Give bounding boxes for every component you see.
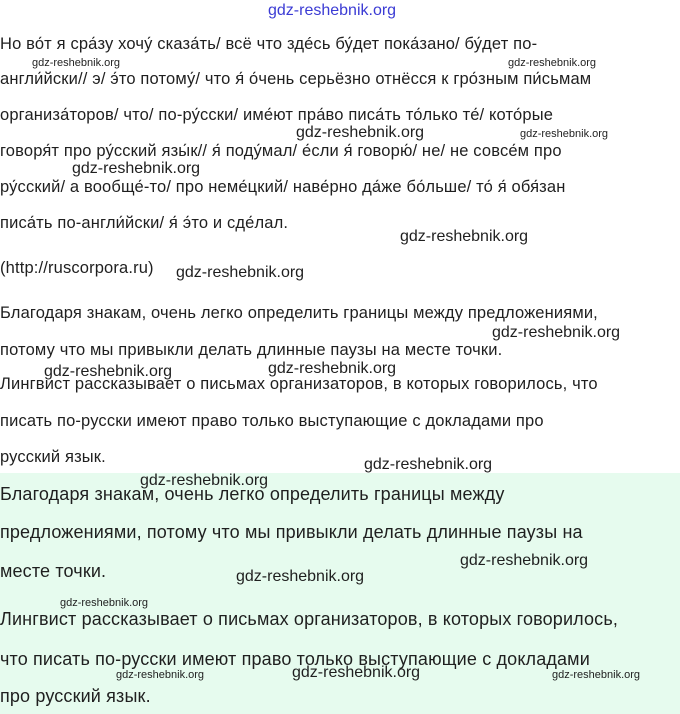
watermark: gdz-reshebnik.org — [176, 264, 305, 281]
watermark: gdz-reshebnik.org — [400, 228, 529, 245]
watermark: gdz-reshebnik.org — [292, 664, 421, 681]
watermark: gdz-reshebnik.org — [60, 597, 149, 609]
watermark: gdz-reshebnik.org — [116, 669, 205, 681]
watermark: gdz-reshebnik.org — [72, 160, 201, 177]
watermark: gdz-reshebnik.org — [268, 360, 397, 377]
answer-line: Лингвист рассказывает о письмах организаторов, в которых говорилось, — [0, 609, 619, 629]
example-line: организа́торов/ что/ по-ру́сски/ име́ют пра́во писа́ть то́лько те́/ кото́рые — [0, 106, 554, 124]
explanation-line: Лингвист рассказывает о письмах организаторов, в которых говорилось, что — [0, 375, 598, 393]
watermark: gdz-reshebnik.org — [140, 472, 269, 489]
watermark: gdz-reshebnik.org — [364, 456, 493, 473]
explanation-line: русский язык. — [0, 448, 106, 466]
watermark: gdz-reshebnik.org — [44, 363, 173, 380]
example-line: англи́йски// э/ э́то потому́/ что я́ о́чень серьёзно отнёсся к гро́зным пи́сьмам — [0, 70, 592, 88]
example-line: Но во́т я сра́зу хочу́ сказа́ть/ всё что здéсь бу́дет пока́зано/ бу́дет по- — [0, 35, 538, 53]
example-line: говоря́т про ру́сский язы́к// я́ поду́мал/ е́сли я́ говорю́/ не/ не совсе́м про — [0, 142, 562, 160]
watermark: gdz-reshebnik.org — [492, 324, 621, 341]
watermark: gdz-reshebnik.org — [32, 57, 121, 69]
explanation-line: Благодаря знакам, очень легко определить границы между предложениями, — [0, 304, 598, 322]
explanation-line: потому что мы привыкли делать длинные паузы на месте точки. — [0, 341, 503, 359]
watermark: gdz-reshebnik.org — [508, 57, 597, 69]
watermark: gdz-reshebnik.org — [460, 552, 589, 569]
source-link: (http://ruscorpora.ru) — [0, 259, 154, 277]
answer-line: месте точки. — [0, 561, 107, 581]
watermark: gdz-reshebnik.org — [268, 2, 397, 19]
answer-line: про русский язык. — [0, 686, 151, 706]
example-line: ру́сский/ а вообще́-то/ про неме́цкий/ наве́рно да́же бо́льше/ то́ я́ обя́зан — [0, 178, 566, 196]
watermark: gdz-reshebnik.org — [236, 568, 365, 585]
watermark: gdz-reshebnik.org — [296, 124, 425, 141]
answer-line: Благодаря знакам, очень легко определить границы между — [0, 484, 505, 504]
example-line: писа́ть по-англи́йски/ я́ э́то и сде́лал. — [0, 214, 289, 232]
answer-line: предложениями, потому что мы привыкли делать длинные паузы на — [0, 522, 583, 542]
answer-line: что писать по-русски имеют право только выступающие с докладами — [0, 649, 590, 669]
watermark: gdz-reshebnik.org — [520, 128, 609, 140]
watermark: gdz-reshebnik.org — [552, 669, 641, 681]
explanation-line: писать по-русски имеют право только выступающие с докладами про — [0, 412, 544, 430]
